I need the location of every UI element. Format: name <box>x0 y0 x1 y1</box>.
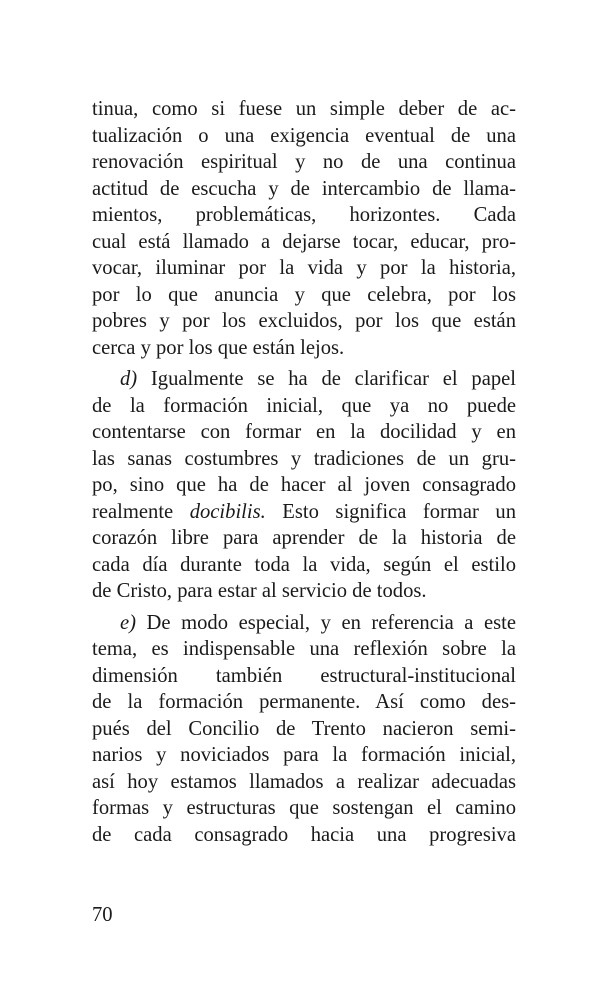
text-line: cual está llamado a dejarse tocar, educar, pro- <box>92 230 516 253</box>
text-line: tinua, como si fuese un simple deber de ac- <box>92 98 516 120</box>
text-line: dimensión también estructural-institucional <box>92 664 516 687</box>
text-line: po, sino que ha de hacer al joven consagrado <box>92 474 516 496</box>
italic-term: docibilis. <box>189 500 266 523</box>
paragraph-2 <box>92 366 516 605</box>
list-marker: d) <box>120 368 138 390</box>
text-line: contentarse con formar en la docilidad y en <box>92 421 516 443</box>
body-text <box>92 96 516 848</box>
text-line: de la formación permanente. Así como des- <box>92 691 516 713</box>
text-line: actitud de escucha y de intercambio de llama- <box>92 177 516 200</box>
text-line: tualización o una exigencia eventual de una <box>92 124 516 147</box>
text-line: cada día durante toda la vida, según el estilo <box>92 553 516 576</box>
text-line: las sanas costumbres y tradiciones de un gru- <box>92 447 516 470</box>
text-line: cerca y por los que están lejos. <box>92 336 345 359</box>
text-line: narios y noviciados para la formación inicial, <box>92 744 516 766</box>
text-line: mientos, problemáticas, horizontes. Cada <box>92 204 516 226</box>
text-line: así hoy estamos llamados a realizar adecuadas <box>92 770 516 793</box>
text-fragment: Igualmente se ha de clarificar el papel <box>137 368 516 390</box>
paragraph-1 <box>92 96 516 361</box>
text-fragment: De modo especial, y en referencia a este <box>136 611 516 634</box>
text-line: tema, es indispensable una reflexión sobre la <box>92 638 516 660</box>
text-line: pobres y por los excluidos, por los que están <box>92 310 516 332</box>
text-line: pués del Concilio de Trento nacieron semi- <box>92 717 516 740</box>
page-number: 70 <box>92 904 113 926</box>
paragraph-3 <box>92 610 516 849</box>
text-line: por lo que anuncia y que celebra, por los <box>92 283 516 306</box>
text-line: renovación espiritual y no de una continua <box>92 151 516 173</box>
text-line: de Cristo, para estar al servicio de todos. <box>92 580 427 602</box>
text-fragment: realmente <box>92 500 190 523</box>
text-line <box>92 499 516 526</box>
text-line: de cada consagrado hacia una progresiva <box>92 823 516 846</box>
text-line: de la formación inicial, que ya no puede <box>92 394 516 417</box>
text-line: corazón libre para aprender de la historia de <box>92 527 516 549</box>
text-line: vocar, iluminar por la vida y por la historia, <box>92 257 516 279</box>
text-line <box>92 610 516 637</box>
text-line <box>92 366 516 393</box>
text-fragment: Esto significa formar un <box>265 500 517 523</box>
text-line: formas y estructuras que sostengan el camino <box>92 797 516 819</box>
list-marker: e) <box>120 611 136 634</box>
